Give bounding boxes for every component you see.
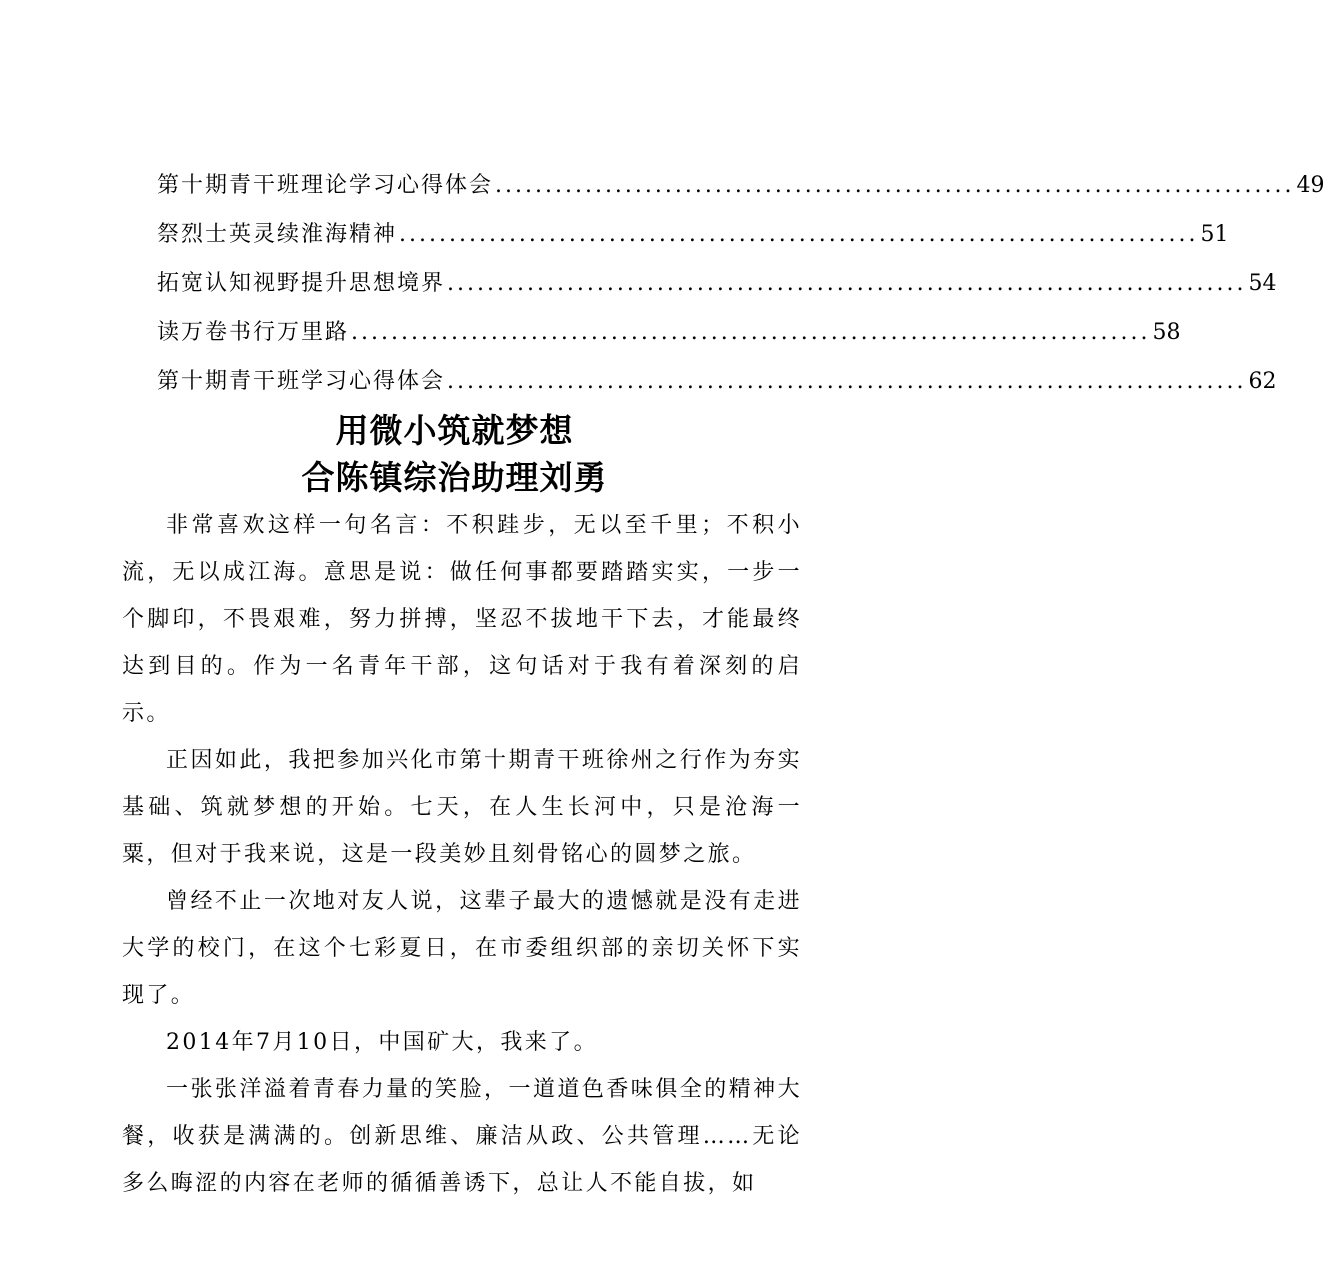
toc-entry[interactable] (157, 217, 1229, 266)
toc-leader-dots: ................................................................................ (495, 173, 1295, 198)
toc-entry-title: 祭烈士英灵续淮海精神 (157, 222, 398, 247)
toc-entry-page: 49 (1296, 173, 1324, 198)
toc-leader-dots: ................................................................................ (351, 320, 1151, 345)
toc-entry[interactable] (157, 266, 1277, 315)
article-author: 合陈镇综治助理刘勇 (301, 458, 608, 497)
toc-entry-page: 62 (1248, 369, 1277, 394)
toc-entry[interactable] (157, 315, 1181, 364)
paragraph: 曾经不止一次地对友人说，这辈子最大的遗憾就是没有走进大学的校门，在这个七彩夏日，在市委组织部的亲切关怀下实现了。 (122, 889, 802, 1008)
toc-entry-title: 拓宽认知视野提升思想境界 (157, 271, 446, 296)
toc-entry-page: 54 (1248, 271, 1277, 296)
article-title: 用微小筑就梦想 (335, 411, 574, 450)
toc-entry-page: 51 (1200, 222, 1229, 247)
article-body (122, 502, 802, 1207)
toc-leader-dots: ................................................................................ (447, 271, 1247, 296)
paragraph: 一张张洋溢着青春力量的笑脸，一道道色香味俱全的精神大餐，收获是满满的。创新思维、廉洁从政、公共管理……无论多么晦涩的内容在老师的循循善诱下，总让人不能自拔，如 (122, 1077, 802, 1196)
table-of-contents (157, 168, 1324, 413)
paragraph: 非常喜欢这样一句名言：不积跬步，无以至千里；不积小流，无以成江海。意思是说：做任何事都要踏踏实实，一步一个脚印，不畏艰难，努力拼搏，坚忍不拔地干下去，才能最终达到目的。作为一名青年干部，这句话对于我有着深刻的启示。 (122, 513, 802, 726)
toc-entry-title: 第十期青干班理论学习心得体会 (157, 173, 494, 198)
toc-entry-title: 第十期青干班学习心得体会 (157, 369, 446, 394)
paragraph: 正因如此，我把参加兴化市第十期青干班徐州之行作为夯实基础、筑就梦想的开始。七天，在人生长河中，只是沧海一粟，但对于我来说，这是一段美妙且刻骨铭心的圆梦之旅。 (122, 748, 802, 867)
toc-entry[interactable] (157, 168, 1324, 217)
toc-entry-title: 读万卷书行万里路 (157, 320, 350, 345)
toc-leader-dots: ................................................................................ (447, 369, 1247, 394)
paragraph: 2014年7月10日，中国矿大，我来了。 (166, 1030, 598, 1055)
toc-entry-page: 58 (1152, 320, 1181, 345)
toc-leader-dots: ................................................................................ (399, 222, 1199, 247)
